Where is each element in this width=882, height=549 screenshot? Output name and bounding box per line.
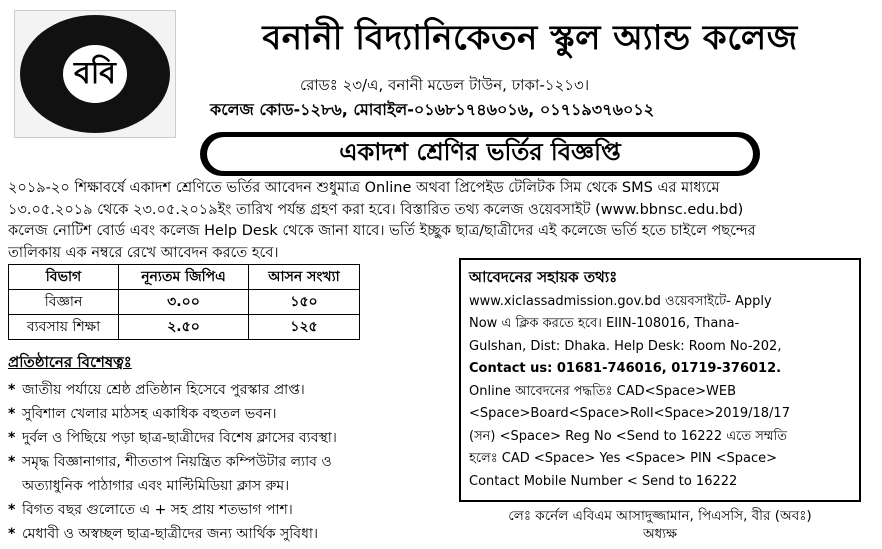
star-icon: * [8, 526, 16, 542]
star-icon: * [8, 406, 16, 422]
list-item [8, 426, 448, 450]
feature-text: মেধাবী ও অস্বচ্ছল ছাত্র-ছাত্রীদের জন্য আর্থিক সুবিধা। [22, 526, 318, 542]
admission-table [8, 264, 360, 340]
cell-department: ব্যবসায় শিক্ষা [9, 315, 119, 340]
notice-paragraph [8, 178, 874, 264]
feature-text: সুবিশাল খেলার মাঠসহ একাধিক বহুতল ভবন। [22, 406, 277, 422]
notice-line: কলেজ নোটিশ বোর্ড এবং কলেজ Help Desk থেকে জানা যাবে। ভর্তি ইচ্ছুক ছাত্র/ছাত্রীদের এই কলেজে ভর্তি হতে চাইলে পছন্দের [8, 223, 756, 239]
school-title: বনানী বিদ্যানিকেতন স্কুল অ্যান্ড কলেজ [262, 18, 798, 58]
star-icon: * [8, 430, 16, 446]
star-icon: * [8, 502, 16, 518]
feature-text: জাতীয় পর্যায়ে শ্রেষ্ঠ প্রতিষ্ঠান হিসেবে পুরস্কার প্রাপ্ত। [22, 382, 305, 398]
help-line: হলেঃ CAD <Space> Yes <Space> PIN <Space> [469, 451, 778, 466]
list-item [8, 522, 448, 546]
feature-text: সমৃদ্ধ বিজ্ঞানাগার, শীততাপ নিয়ন্ত্রিত কম্পিউটার ল্যাব ও [22, 454, 332, 470]
feature-text: দুর্বল ও পিছিয়ে পড়া ছাত্র-ছাত্রীদের বিশেষ ক্লাসের ব্যবস্থা। [22, 430, 337, 446]
header-min-gpa: নূন্যতম জিপিএ [119, 265, 249, 290]
features-heading: প্রতিষ্ঠানের বিশেষত্বঃ [8, 353, 132, 371]
help-line: Now এ ক্লিক করতে হবে। EIIN-108016, Thana- [469, 316, 740, 331]
star-icon: * [8, 454, 16, 470]
features-section [8, 350, 448, 546]
cell-seats: ১২৫ [249, 315, 360, 340]
header-seats: আসন সংখ্যা [249, 265, 360, 290]
school-address: রোডঃ ২৩/এ, বনানী মডেল টাউন, ঢাকা-১২১৩। [300, 76, 590, 94]
notice-line: তালিকায় এক নম্বরে রেখে আবেদন করতে হবে। [8, 244, 279, 261]
star-icon: * [8, 382, 16, 398]
cell-department: বিজ্ঞান [9, 290, 119, 315]
logo-initials: ববি [63, 45, 127, 103]
banner-text: একাদশ শ্রেণির ভর্তির বিজ্ঞপ্তি [207, 137, 753, 171]
help-heading: আবেদনের সহায়ক তথ্যঃ [469, 268, 618, 286]
help-line: Online আবেদনের পদ্ধতিঃ CAD<Space>WEB [469, 383, 737, 399]
help-line: Contact us: 01681-746016, 01719-376012. [469, 361, 782, 376]
signature-block [440, 507, 880, 543]
table-row [9, 315, 360, 340]
cell-seats: ১৫০ [249, 290, 360, 315]
list-item [8, 450, 448, 474]
admission-banner [200, 132, 760, 176]
list-item [8, 378, 448, 402]
cell-gpa: ৩.০০ [119, 290, 249, 315]
application-help-box [459, 258, 861, 502]
school-contact: কলেজ কোড-১২৮৬, মোবাইল-০১৬৮১৭৪৬০১৬, ০১৭১৯৩৭৬০১২ [210, 100, 655, 119]
principal-name: লেঃ কর্নেল এবিএম আসাদুজ্জামান, পিএসসি, বীর (অবঃ) [508, 508, 812, 524]
help-line: www.xiclassadmission.gov.bd ওয়েবসাইটে- Apply [469, 293, 772, 309]
logo-emblem [20, 15, 170, 133]
features-list [8, 378, 448, 546]
list-item [8, 498, 448, 522]
cell-gpa: ২.৫০ [119, 315, 249, 340]
help-line: (সন) <Space> Reg No <Send to 16222 এতে সম্মতি [469, 428, 787, 444]
table-row [9, 290, 360, 315]
school-logo [14, 10, 176, 138]
list-item [8, 402, 448, 426]
notice-line: ২০১৯-২০ শিক্ষাবর্ষে একাদশ শ্রেণিতে ভর্তির আবেদন শুধুমাত্র Online অথবা প্রিপেইড টেলিটক সিম থেকে SMS এর মাধ্যমে [8, 180, 720, 196]
header-department: বিভাগ [9, 265, 119, 290]
notice-line: ১৩.০৫.২০১৯ থেকে ২৩.০৫.২০১৯ইং তারিখ পর্যন্ত গ্রহণ করা হবে। বিস্তারিত তথ্য কলেজ ওয়েবসাইট (www.bbnsc.edu.bd) [8, 201, 744, 218]
help-line: Contact Mobile Number < Send to 16222 [469, 473, 738, 489]
principal-title: অধ্যক্ষ [642, 526, 678, 542]
feature-text: বিগত বছর গুলোতে এ + সহ প্রায় শতভাগ পাশ। [22, 502, 293, 518]
help-line: <Space>Board<Space>Roll<Space>2019/18/17 [469, 406, 790, 421]
feature-text-continued: অত্যাধুনিক পাঠাগার এবং মাল্টিমিডিয়া ক্লাস রুম। [22, 478, 290, 494]
table-header-row [9, 265, 360, 290]
help-line: Gulshan, Dist: Dhaka. Help Desk: Room No-202, [469, 338, 782, 354]
